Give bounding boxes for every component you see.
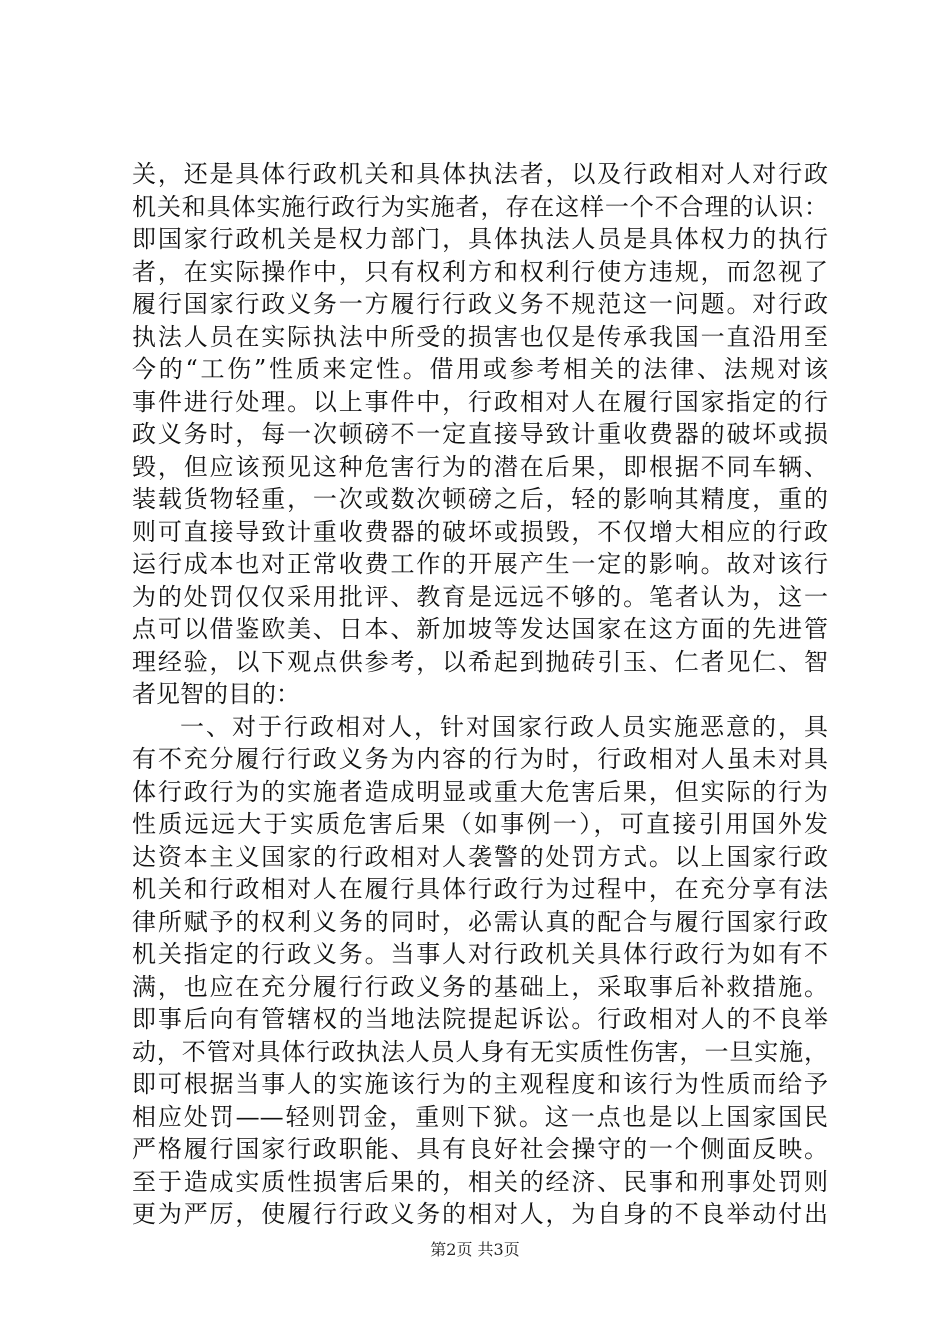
paragraph-2-line: 满，也应在充分履行行政义务的基础上，采取事后补救措施。 (132, 972, 828, 1001)
paragraph-1-line: 运行成本也对正常收费工作的开展产生一定的影响。故对该行 (132, 550, 828, 578)
paragraph-2-line: 严格履行国家行政职能、具有良好社会操守的一个侧面反映。 (132, 1135, 828, 1163)
paragraph-2-line: 机关和行政相对人在履行具体行政行为过程中，在充分享有法 (132, 875, 828, 903)
paragraph-1-line: 者见智的目的： (132, 680, 300, 708)
paragraph-1-line: 毁，但应该预见这种危害行为的潜在后果，即根据不同车辆、 (132, 452, 828, 481)
paragraph-2-line: 体行政行为的实施者造成明显或重大危害后果，但实际的行为 (132, 777, 828, 806)
paragraph-1-line: 政义务时，每一次顿磅不一定直接导致计重收费器的破坏或损 (132, 420, 828, 448)
paragraph-2-line: 相应处罚——轻则罚金，重则下狱。这一点也是以上国家国民 (132, 1102, 828, 1131)
paragraph-1-line: 装载货物轻重，一次或数次顿磅之后，轻的影响其精度，重的 (132, 485, 828, 513)
page-footer: 第2页 共3页 (430, 1240, 520, 1259)
paragraph-2-line: 动，不管对具体行政执法人员人身有无实质性伤害，一旦实施， (132, 1037, 828, 1066)
paragraph-2-line: 即事后向有管辖权的当地法院提起诉讼。行政相对人的不良举 (132, 1005, 828, 1033)
paragraph-1-line: 机关和具体实施行政行为实施者，存在这样一个不合理的认识： (132, 192, 828, 221)
paragraph-2-line: 至于造成实质性损害后果的，相关的经济、民事和刑事处罚则 (132, 1167, 828, 1196)
paragraph-2-line: 机关指定的行政义务。当事人对行政机关具体行政行为如有不 (132, 940, 828, 968)
paragraph-2-line: 有不充分履行行政义务为内容的行为时，行政相对人虽未对具 (132, 745, 828, 773)
paragraph-1-line: 事件进行处理。以上事件中，行政相对人在履行国家指定的行 (132, 387, 828, 416)
paragraph-2-line: 一、对于行政相对人，针对国家行政人员实施恶意的，具 (180, 712, 828, 741)
paragraph-2-line: 性质远远大于实质危害后果（如事例一），可直接引用国外发 (132, 810, 828, 838)
paragraph-1-line: 点可以借鉴欧美、日本、新加坡等发达国家在这方面的先进管 (132, 615, 828, 643)
paragraph-1-line: 执法人员在实际执法中所受的损害也仅是传承我国一直沿用至 (132, 322, 828, 351)
paragraph-1-line: 理经验，以下观点供参考，以希起到抛砖引玉、仁者见仁、智 (132, 647, 828, 676)
paragraph-2-line: 达资本主义国家的行政相对人袭警的处罚方式。以上国家行政 (132, 842, 828, 871)
document-body (132, 158, 828, 1231)
paragraph-1-line: 今的“工伤”性质来定性。借用或参考相关的法律、法规对该 (132, 355, 828, 383)
paragraph-1-line: 即国家行政机关是权力部门，具体执法人员是具体权力的执行 (132, 225, 828, 253)
paragraph-2-line: 即可根据当事人的实施该行为的主观程度和该行为性质而给予 (132, 1070, 828, 1098)
paragraph-1-line: 关，还是具体行政机关和具体执法者，以及行政相对人对行政 (132, 160, 828, 188)
paragraph-2-line: 更为严厉，使履行行政义务的相对人，为自身的不良举动付出 (132, 1200, 828, 1228)
paragraph-1-line: 履行国家行政义务一方履行行政义务不规范这一问题。对行政 (132, 290, 828, 318)
paragraph-1-line: 则可直接导致计重收费器的破坏或损毁，不仅增大相应的行政 (132, 517, 828, 546)
paragraph-2-line: 律所赋予的权利义务的同时，必需认真的配合与履行国家行政 (132, 907, 828, 936)
paragraph-1-line: 者，在实际操作中，只有权利方和权利行使方违规，而忽视了 (132, 257, 828, 286)
paragraph-1-line: 为的处罚仅仅采用批评、教育是远远不够的。笔者认为，这一 (132, 582, 828, 611)
